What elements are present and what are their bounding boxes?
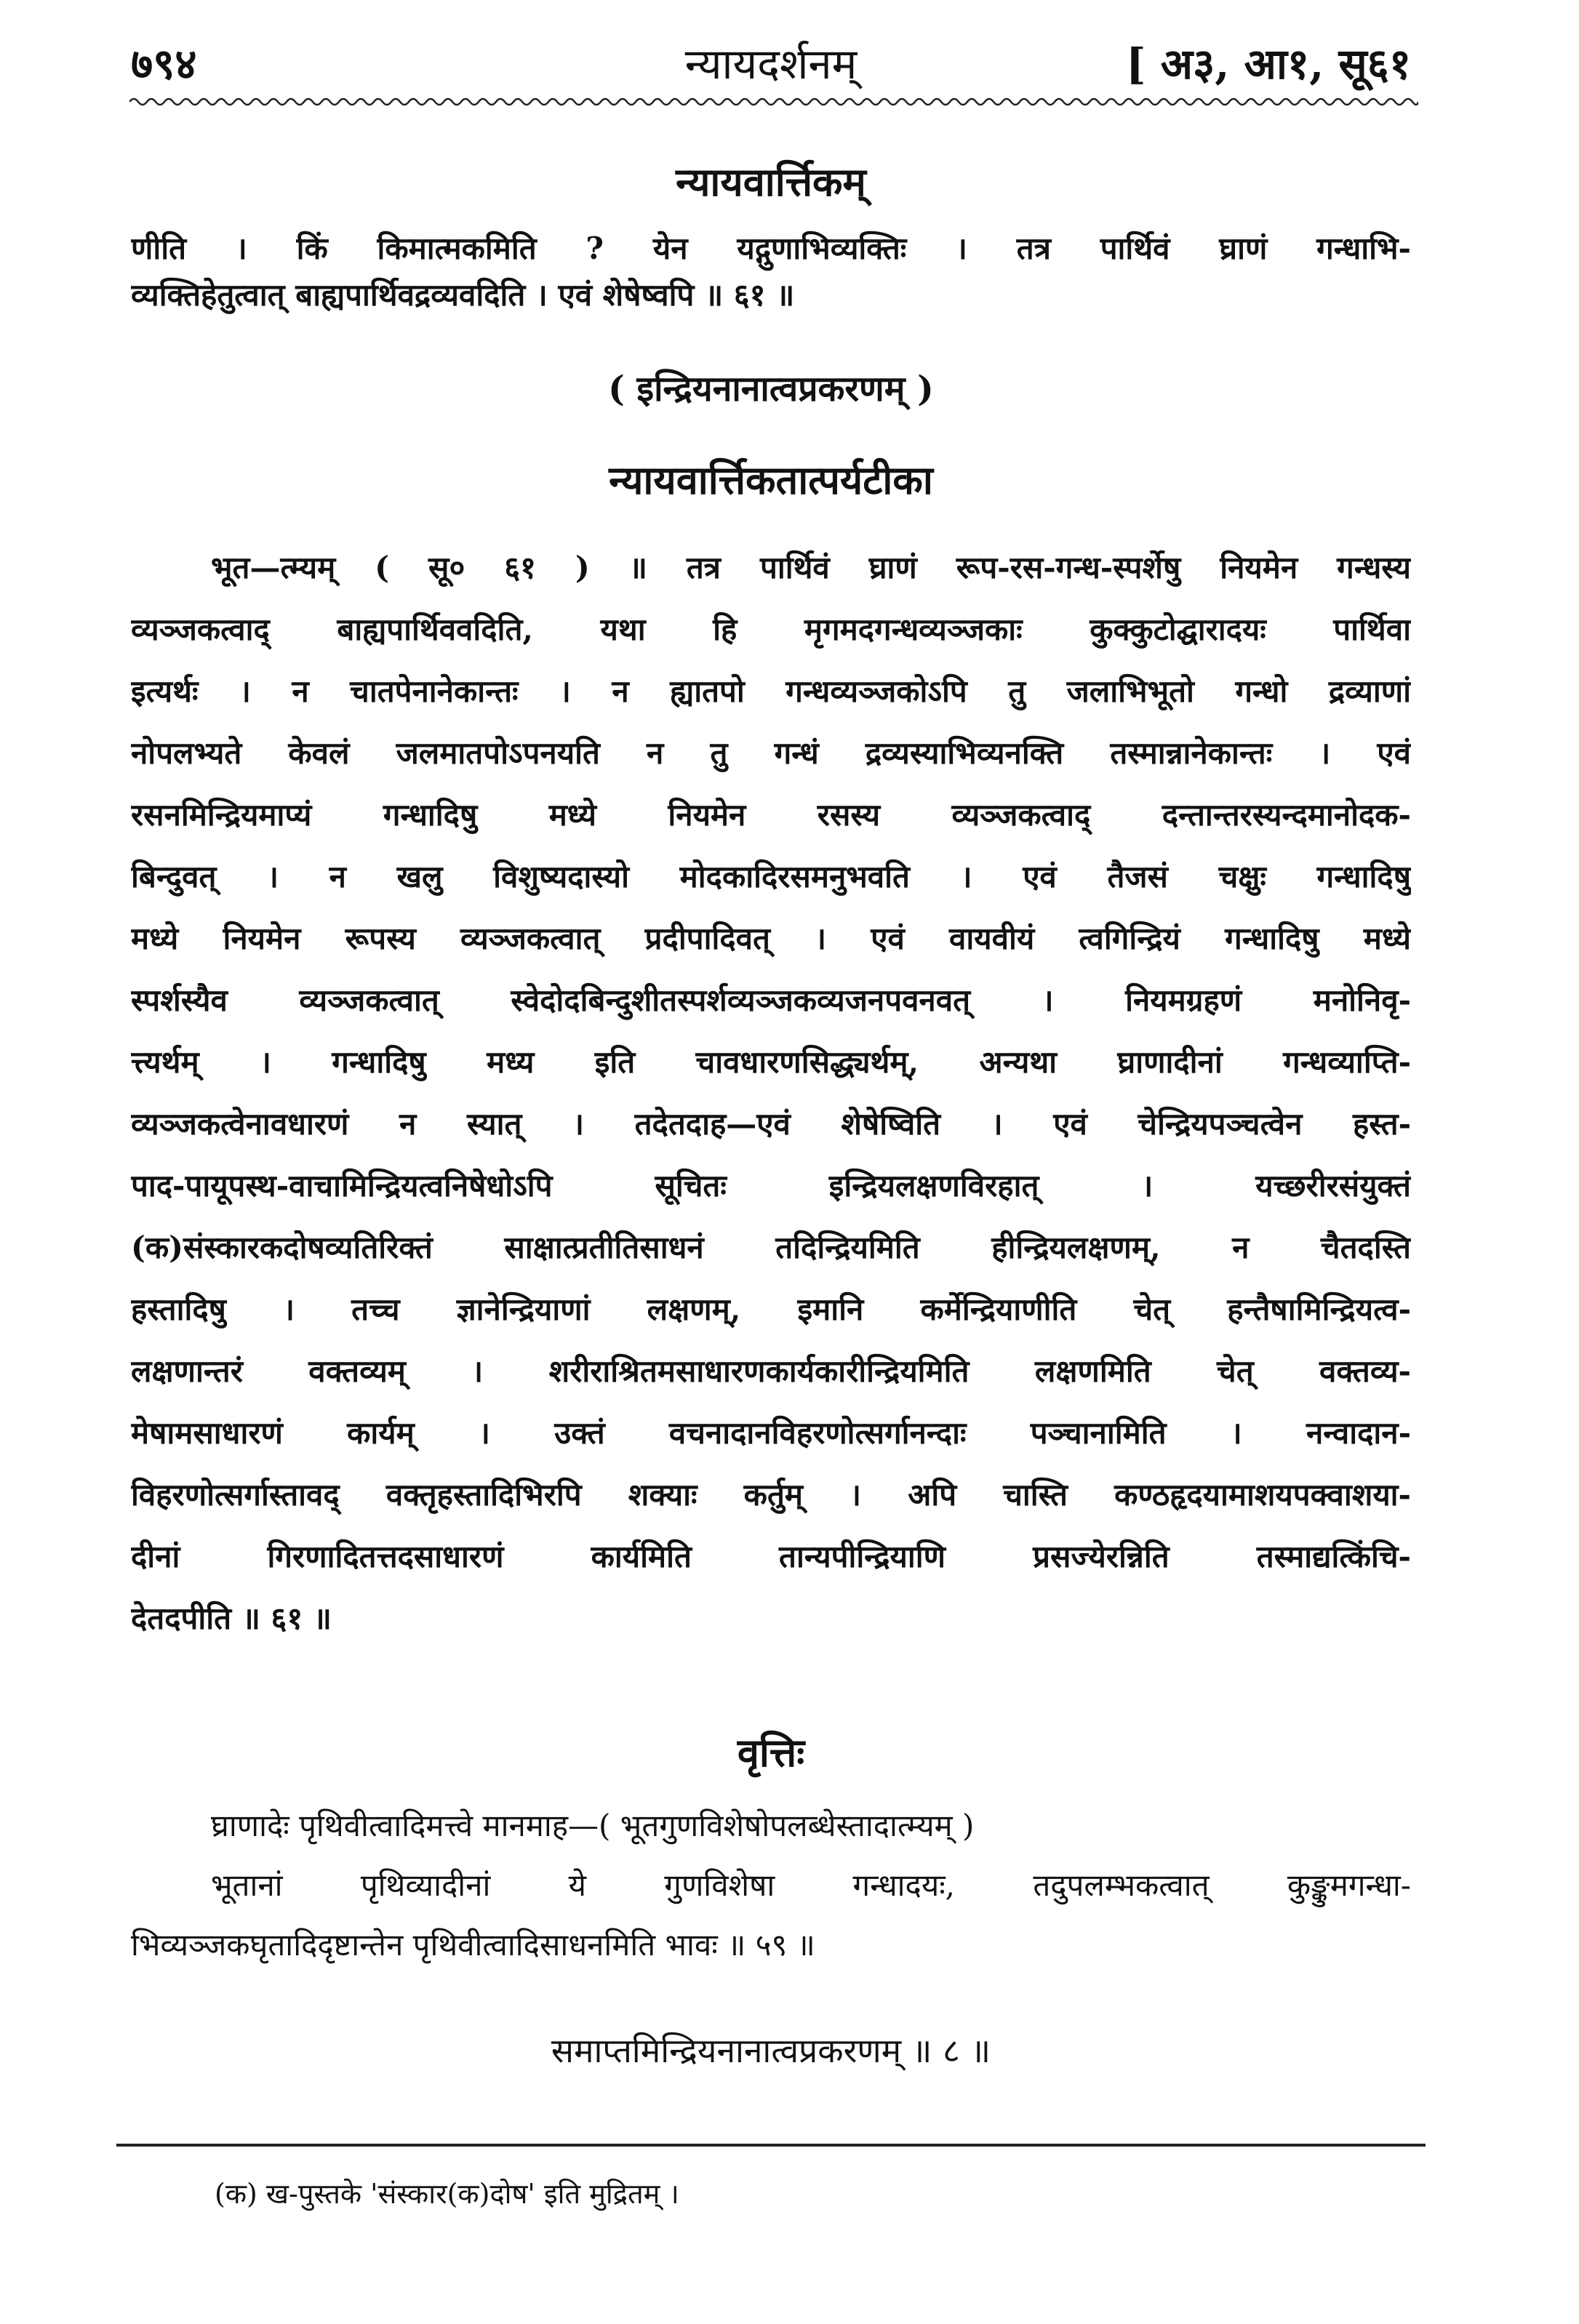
prakarana-closing: समाप्तमिन्द्रियनानात्वप्रकरणम् ॥ ८ ॥ <box>551 2031 991 2070</box>
running-header <box>131 35 1411 93</box>
tika-heading: न्यायवार्त्तिकतात्पर्यटीका <box>609 457 933 503</box>
tika-line: मेषामसाधारणं कार्यम् । उक्तं वचनादानविहरणोत्सर्गानन्दाः पञ्चानामिति । नन्वादान- <box>131 1415 1411 1451</box>
running-title: न्यायदर्शनम् <box>684 39 858 89</box>
tika-line: रसनमिन्द्रियमाप्यं गन्धादिषु मध्ये नियमेन रसस्य व्यञ्जकत्वाद् दन्तान्तरस्यन्दमानोदक- <box>131 797 1411 833</box>
vartika-line: णीति । किं किमात्मकमिति ? येन यद्गुणाभिव्यक्तिः । तत्र पार्थिवं घ्राणं गन्धाभि- <box>131 231 1411 266</box>
tika-line: नोपलभ्यते केवलं जलमातपोऽपनयति न तु गन्धं द्रव्यस्याभिव्यनक्ति तस्मान्नानेकान्तः । एवं <box>131 735 1411 771</box>
section-reference: [ अ३, आ१, सू६१ <box>1126 39 1411 89</box>
tika-line: इत्यर्थः । न चातपेनानेकान्तः । न ह्यातपो गन्धव्यञ्जकोऽपि तु जलाभिभूतो गन्धो द्रव्याणां <box>131 673 1411 709</box>
tika-line: (क)संस्कारकदोषव्यतिरिक्तं साक्षात्प्रतीतिसाधनं तदिन्द्रियमिति हीन्द्रियलक्षणम्, न चैतदस्ति <box>131 1230 1411 1265</box>
tika-line: त्त्यर्थम् । गन्धादिषु मध्य इति चावधारणसिद्ध्यर्थम्, अन्यथा घ्राणादीनां गन्धव्याप्ति- <box>131 1044 1411 1080</box>
tika-line: व्यञ्जकत्वाद् बाह्यपार्थिववदिति, यथा हि मृगमदगन्धव्यञ्जकाः कुक्कुटोद्घारादयः पार्थिवा <box>131 612 1411 647</box>
tika-line: मध्ये नियमेन रूपस्य व्यञ्जकत्वात् प्रदीपादिवत् । एवं वायवीयं त्वगिन्द्रियं गन्धादिषु मध्ये <box>131 921 1411 956</box>
tika-line: देतदपीति ॥ ६१ ॥ <box>131 1600 332 1636</box>
vritti-line: भूतानां पृथिव्यादीनां ये गुणविशेषा गन्धादयः, तदुपलम्भकत्वात् कुङ्कुमगन्धा- <box>211 1867 1411 1903</box>
tika-line: विहरणोत्सर्गास्तावद् वक्तृहस्तादिभिरपि शक्याः कर्तुम् । अपि चास्ति कण्ठहृदयामाशयपक्वाशया- <box>131 1477 1411 1512</box>
vritti-line: भिव्यञ्जकघृतादिदृष्टान्तेन पृथिवीत्वादिसाधनमिति भावः ॥ ५९ ॥ <box>131 1927 815 1963</box>
vritti-line: घ्राणादेः पृथिवीत्वादिमत्त्वे मानमाह—( भूतगुणविशेषोपलब्धेस्तादात्म्यम् ) <box>211 1808 975 1843</box>
tika-line: व्यञ्जकत्वेनावधारणं न स्यात् । तदेतदाह—एवं शेषेष्विति । एवं चेन्द्रियपञ्चत्वेन हस्त- <box>131 1106 1411 1142</box>
tika-line: दीनां गिरणादितत्तदसाधारणं कार्यमिति तान्यपीन्द्रियाणि प्रसज्येरन्निति तस्माद्यत्किंचि- <box>131 1539 1411 1574</box>
footnote: (क) ख-पुस्तके 'संस्कार(क)दोष' इति मुद्रितम् । <box>215 2178 679 2210</box>
tika-line: पाद-पायूपस्थ-वाचामिन्द्रियत्वनिषेधोऽपि सूचितः इन्द्रियलक्षणविरहात् । यच्छरीरसंयुक्तं <box>131 1168 1411 1203</box>
prakarana-heading: ( इन्द्रियनानात्वप्रकरणम् ) <box>608 369 934 409</box>
tika-text <box>131 537 1411 1649</box>
vritti-text <box>131 1796 1411 1975</box>
tika-line: हस्तादिषु । तच्च ज्ञानेन्द्रियाणां लक्षणम्, इमानि कर्मेन्द्रियाणीति चेत् हन्तैषामिन्द्रियत्व- <box>131 1291 1411 1327</box>
tika-line: भूत—त्म्यम् ( सू० ६१ ) ॥ तत्र पार्थिवं घ्राणं रूप-रस-गन्ध-स्पर्शेषु नियमेन गन्धस्य <box>211 550 1411 585</box>
vartika-line: व्यक्तिहेतुत्वात् बाह्यपार्थिवद्रव्यवदिति । एवं शेषेष्वपि ॥ ६१ ॥ <box>131 277 795 313</box>
page-number: ७९४ <box>131 39 197 89</box>
vartika-heading: न्यायवार्त्तिकम् <box>676 159 866 205</box>
tika-line: बिन्दुवत् । न खलु विशुष्यदास्यो मोदकादिरसमनुभवति । एवं तैजसं चक्षुः गन्धादिषु <box>131 859 1411 894</box>
tika-line: स्पर्शस्यैव व्यञ्जकत्वात् स्वेदोदबिन्दुशीतस्पर्शव्यञ्जकव्यजनपवनवत् । नियमग्रहणं मनोनिवृ- <box>131 982 1411 1018</box>
vartika-text <box>131 225 1411 318</box>
vritti-heading: वृत्तिः <box>737 1729 805 1776</box>
header-wavy-rule <box>129 95 1418 109</box>
footnote-rule <box>116 2144 1426 2147</box>
tika-line: लक्षणान्तरं वक्तव्यम् । शरीराश्रितमसाधारणकार्यकारीन्द्रियमिति लक्षणमिति चेत् वक्तव्य- <box>131 1353 1411 1389</box>
